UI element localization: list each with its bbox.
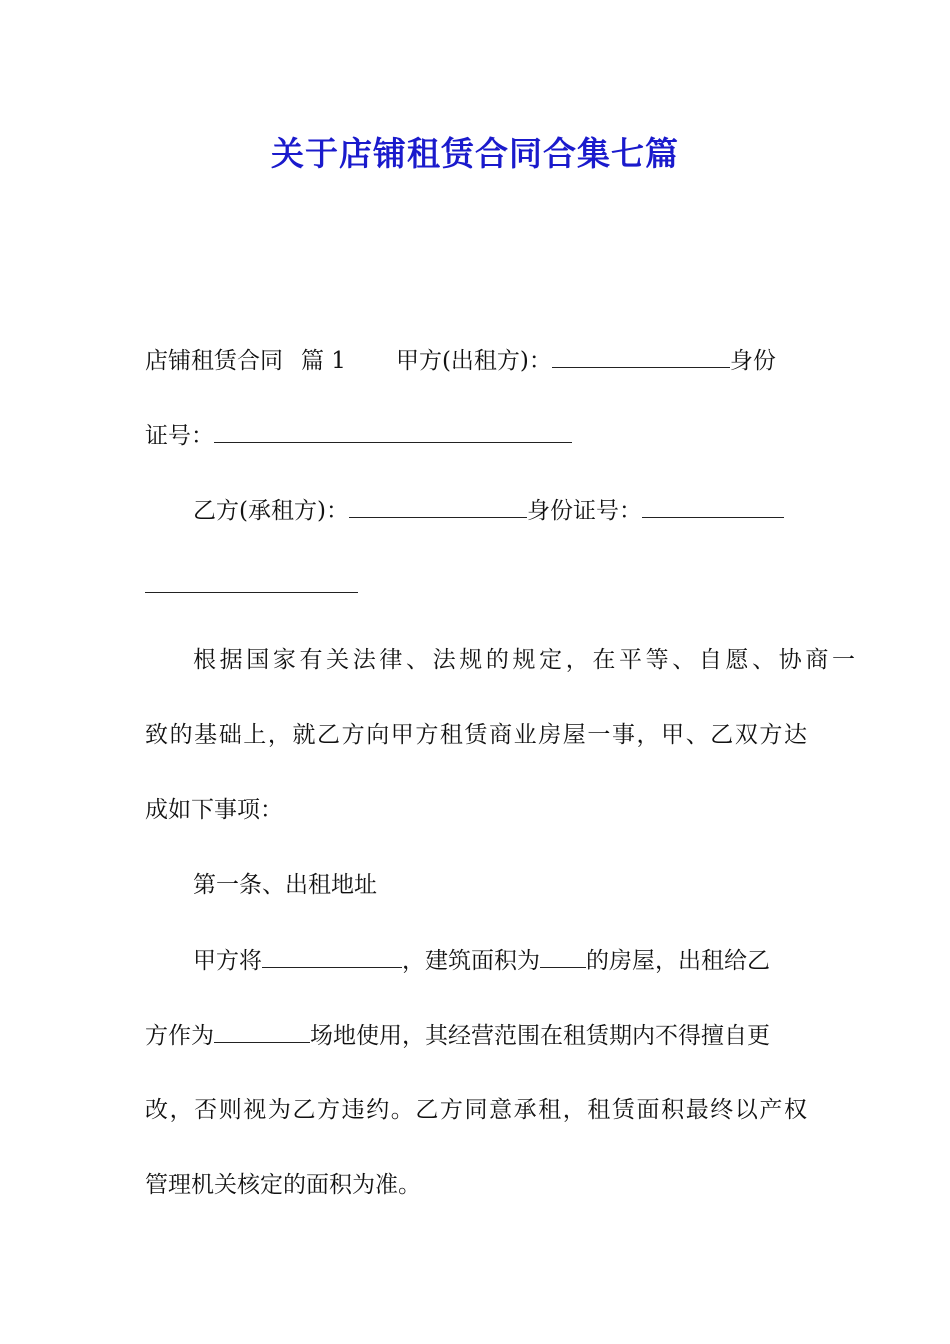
party-b-name-blank xyxy=(349,495,527,518)
para2-l1-b: ，建筑面积为 xyxy=(402,948,540,974)
party-a-id-blank xyxy=(214,420,572,443)
party-b-line xyxy=(145,495,855,526)
para2-line4: 管理机关核定的面积为准。 xyxy=(145,1172,421,1198)
party-b-id-continuation xyxy=(145,570,807,601)
party-b-id-blank xyxy=(642,495,784,518)
document-title: 关于店铺租赁合同合集七篇 xyxy=(271,134,679,173)
para2-l2-b: 场地使用，其经营范围在租赁期内不得擅自更 xyxy=(310,1023,770,1049)
party-b-label: 乙方(承租方)： xyxy=(193,498,349,524)
para1-line2: 致的基础上，就乙方向甲方租赁商业房屋一事，甲、乙双方达 xyxy=(145,722,807,748)
id-label-part2: 证号： xyxy=(145,423,214,449)
contract-label: 店铺租赁合同 xyxy=(145,348,283,374)
article1-heading: 第一条、出租地址 xyxy=(193,872,377,898)
party-a-name-blank xyxy=(552,345,730,368)
para2-l1-a: 甲方将 xyxy=(193,948,262,974)
area-blank xyxy=(540,945,586,968)
piece-label: 篇 1 xyxy=(301,348,346,374)
party-a-line xyxy=(145,345,807,376)
para1-line3: 成如下事项： xyxy=(145,797,283,823)
party-a-label: 甲方(出租方)： xyxy=(395,348,552,374)
para2-l1-c: 的房屋，出租给乙 xyxy=(586,948,770,974)
para2-l2-a: 方作为 xyxy=(145,1023,214,1049)
para2-line3: 改，否则视为乙方违约。乙方同意承租，租赁面积最终以产权 xyxy=(145,1097,807,1123)
address-blank xyxy=(262,945,402,968)
id-label-part1: 身份 xyxy=(729,348,776,374)
para1-line1: 根据国家有关法律、法规的规定，在平等、自愿、协商一 xyxy=(193,647,855,673)
party-b-id-blank-continued xyxy=(145,570,358,593)
para2-line2 xyxy=(145,1020,807,1051)
para2-line1 xyxy=(145,945,855,976)
party-b-id-label: 身份证号： xyxy=(526,498,642,524)
party-a-id-line xyxy=(145,420,807,451)
usage-blank xyxy=(214,1020,310,1043)
